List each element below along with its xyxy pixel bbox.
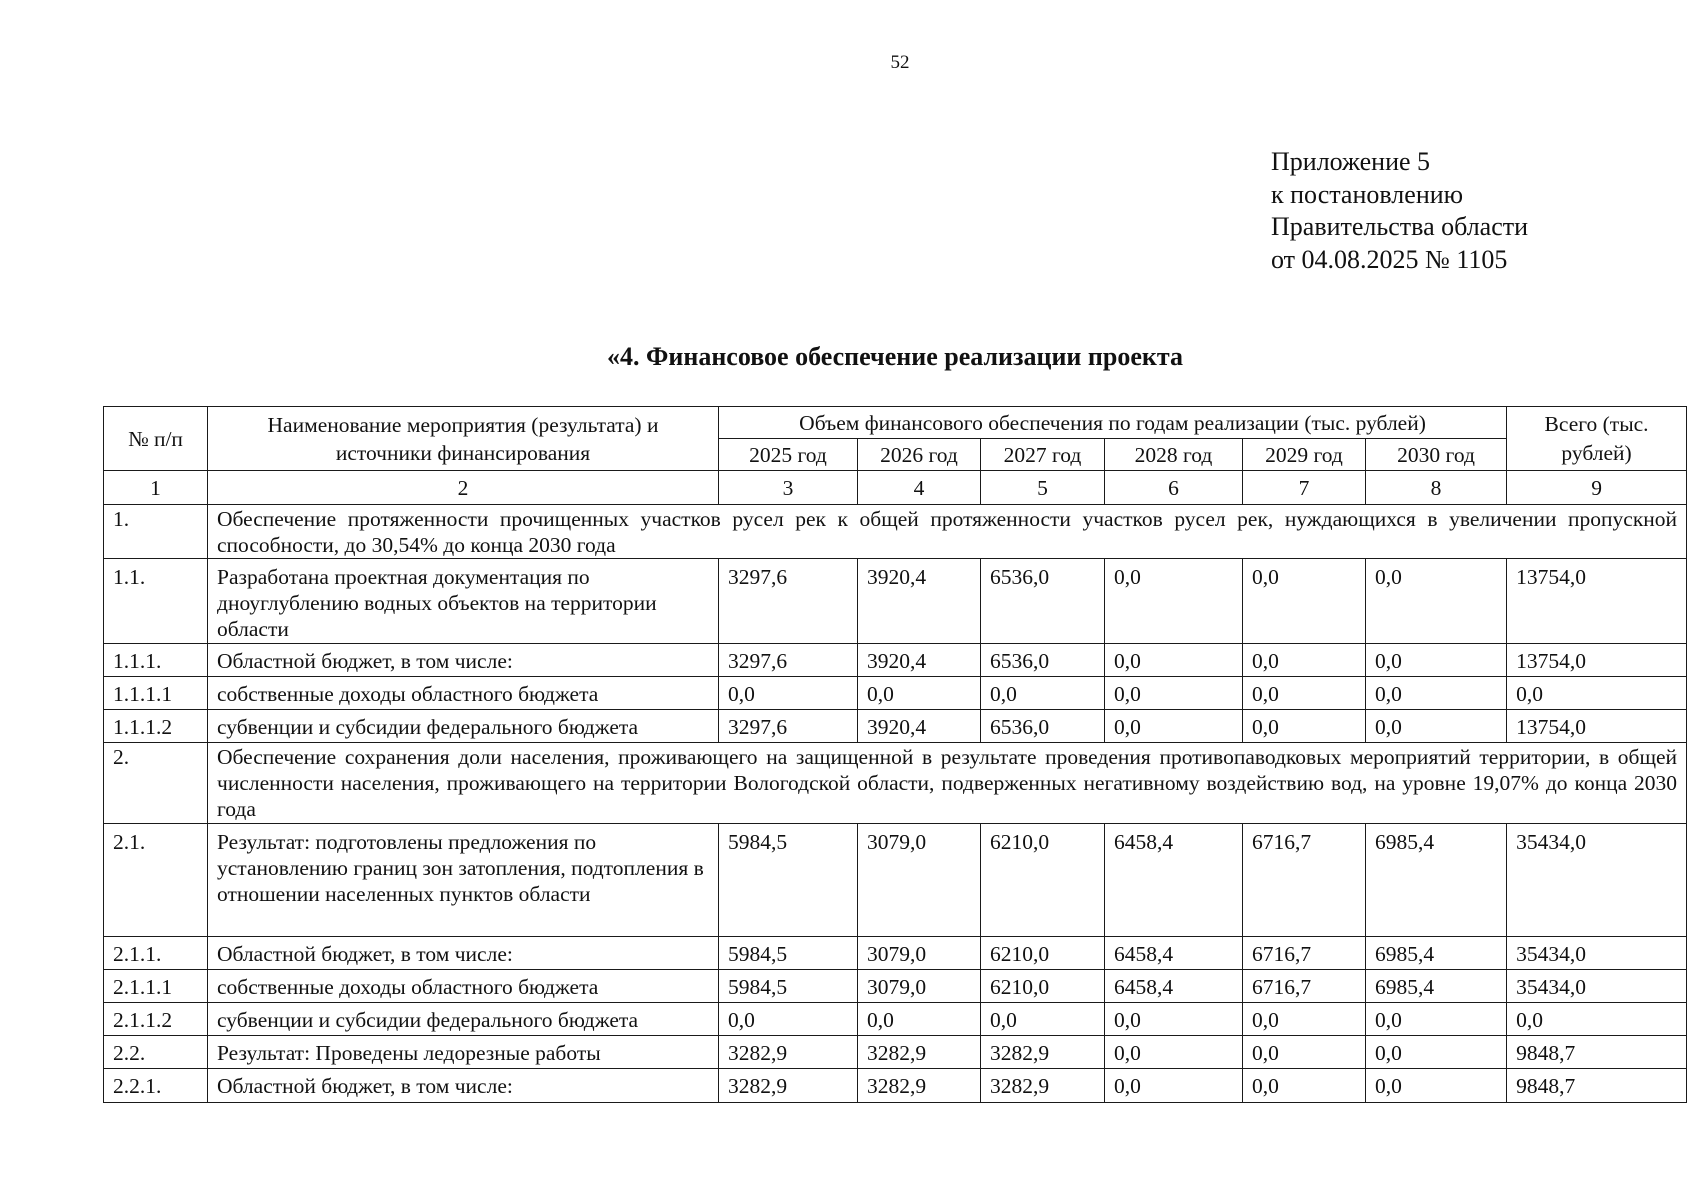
row-number: 2.1.1. <box>104 937 208 970</box>
row-year-value: 0,0 <box>858 677 981 710</box>
header-name: Наименование мероприятия (результата) и источники финансирования <box>208 407 719 471</box>
row-year-value: 0,0 <box>1366 559 1507 644</box>
row-total-value: 0,0 <box>1507 677 1687 710</box>
row-year-value: 3079,0 <box>858 824 981 937</box>
row-year-value: 0,0 <box>1366 1069 1507 1103</box>
row-name: Разработана проектная документация по дноуглублению водных объектов на территории области <box>208 559 719 644</box>
row-year-value: 5984,5 <box>719 824 858 937</box>
header-volume: Объем финансового обеспечения по годам реализации (тыс. рублей) <box>719 407 1507 439</box>
row-year-value: 3297,6 <box>719 710 858 743</box>
table-row <box>104 1003 1687 1036</box>
row-year-value: 3282,9 <box>981 1069 1105 1103</box>
appendix-line: Приложение 5 <box>1271 147 1431 176</box>
row-year-value: 3079,0 <box>858 937 981 970</box>
row-year-value: 3282,9 <box>719 1036 858 1069</box>
row-year-value: 5984,5 <box>719 937 858 970</box>
row-name: собственные доходы областного бюджета <box>208 970 719 1003</box>
row-year-value: 0,0 <box>1105 559 1243 644</box>
row-number: 1.1.1. <box>104 644 208 677</box>
row-year-value: 0,0 <box>1366 710 1507 743</box>
column-number: 3 <box>719 471 858 505</box>
table-row <box>104 1069 1687 1103</box>
document-title: «4. Финансовое обеспечение реализации проекта <box>607 342 1183 371</box>
header-year: 2030 год <box>1366 439 1507 471</box>
row-year-value: 6210,0 <box>981 970 1105 1003</box>
row-year-value: 6536,0 <box>981 710 1105 743</box>
header-total: Всего (тыс. рублей) <box>1507 407 1687 471</box>
row-name: субвенции и субсидии федерального бюджета <box>208 710 719 743</box>
table-row <box>104 559 1687 644</box>
page-number: 52 <box>890 52 910 73</box>
row-year-value: 0,0 <box>1105 677 1243 710</box>
row-total-value: 9848,7 <box>1507 1069 1687 1103</box>
row-name: Областной бюджет, в том числе: <box>208 937 719 970</box>
row-year-value: 0,0 <box>1243 677 1366 710</box>
row-year-value: 0,0 <box>1243 559 1366 644</box>
row-year-value: 0,0 <box>1105 1069 1243 1103</box>
row-year-value: 0,0 <box>981 1003 1105 1036</box>
column-number: 9 <box>1507 471 1687 505</box>
row-number: 1. <box>104 505 208 559</box>
row-year-value: 6985,4 <box>1366 970 1507 1003</box>
row-year-value: 0,0 <box>719 1003 858 1036</box>
row-year-value: 0,0 <box>719 677 858 710</box>
column-number: 4 <box>858 471 981 505</box>
column-number: 7 <box>1243 471 1366 505</box>
column-number: 1 <box>104 471 208 505</box>
appendix-line: к постановлению <box>1271 179 1464 209</box>
row-year-value: 3282,9 <box>858 1036 981 1069</box>
section-text: Обеспечение сохранения доли населения, проживающего на защищенной в результате проведения противопаводковых мероприятий территории, в общей численности населения, проживающего на территории Вологодской области, подверженных негативному воздействию вод, на уровне 19,07% до конца 2030 года <box>208 743 1687 824</box>
row-year-value: 0,0 <box>1243 1036 1366 1069</box>
row-number: 2.2. <box>104 1036 208 1069</box>
row-year-value: 3079,0 <box>858 970 981 1003</box>
row-total-value: 13754,0 <box>1507 559 1687 644</box>
table-row <box>104 824 1687 937</box>
row-year-value: 0,0 <box>1366 644 1507 677</box>
appendix-line: Правительства области <box>1271 212 1529 241</box>
row-year-value: 3920,4 <box>858 559 981 644</box>
table-row <box>104 1036 1687 1069</box>
row-year-value: 0,0 <box>981 677 1105 710</box>
row-year-value: 0,0 <box>858 1003 981 1036</box>
section-row <box>104 505 1687 559</box>
table-row <box>104 644 1687 677</box>
row-number: 2.2.1. <box>104 1069 208 1103</box>
row-name: собственные доходы областного бюджета <box>208 677 719 710</box>
section-row <box>104 743 1687 824</box>
row-total-value: 13754,0 <box>1507 644 1687 677</box>
row-year-value: 0,0 <box>1105 1003 1243 1036</box>
row-year-value: 0,0 <box>1366 677 1507 710</box>
table-row <box>104 677 1687 710</box>
row-year-value: 3282,9 <box>719 1069 858 1103</box>
row-name: субвенции и субсидии федерального бюджета <box>208 1003 719 1036</box>
row-year-value: 6458,4 <box>1105 970 1243 1003</box>
header-year: 2027 год <box>981 439 1105 471</box>
financing-table <box>103 406 1687 1103</box>
row-year-value: 6458,4 <box>1105 824 1243 937</box>
row-year-value: 0,0 <box>1243 1003 1366 1036</box>
table-row <box>104 970 1687 1003</box>
row-year-value: 6716,7 <box>1243 824 1366 937</box>
row-year-value: 6536,0 <box>981 644 1105 677</box>
column-number: 8 <box>1366 471 1507 505</box>
table-row <box>104 710 1687 743</box>
row-year-value: 6458,4 <box>1105 937 1243 970</box>
row-year-value: 6210,0 <box>981 937 1105 970</box>
row-number: 2. <box>104 743 208 824</box>
row-total-value: 35434,0 <box>1507 824 1687 937</box>
row-number: 1.1. <box>104 559 208 644</box>
row-year-value: 0,0 <box>1105 644 1243 677</box>
row-name: Областной бюджет, в том числе: <box>208 644 719 677</box>
row-year-value: 3297,6 <box>719 644 858 677</box>
row-year-value: 3297,6 <box>719 559 858 644</box>
row-year-value: 0,0 <box>1366 1036 1507 1069</box>
appendix-block <box>1271 146 1528 276</box>
row-year-value: 3282,9 <box>858 1069 981 1103</box>
row-name: Результат: Проведены ледорезные работы <box>208 1036 719 1069</box>
row-year-value: 6536,0 <box>981 559 1105 644</box>
row-number: 2.1.1.2 <box>104 1003 208 1036</box>
header-year: 2028 год <box>1105 439 1243 471</box>
row-year-value: 0,0 <box>1243 1069 1366 1103</box>
row-total-value: 9848,7 <box>1507 1036 1687 1069</box>
row-name: Областной бюджет, в том числе: <box>208 1069 719 1103</box>
column-number: 2 <box>208 471 719 505</box>
row-total-value: 0,0 <box>1507 1003 1687 1036</box>
row-number: 2.1. <box>104 824 208 937</box>
section-text: Обеспечение протяженности прочищенных участков русел рек к общей протяженности участков русел рек, нуждающихся в увеличении пропускной способности, до 30,54% до конца 2030 года <box>208 505 1687 559</box>
header-year: 2025 год <box>719 439 858 471</box>
row-year-value: 3920,4 <box>858 710 981 743</box>
column-number: 6 <box>1105 471 1243 505</box>
row-year-value: 0,0 <box>1366 1003 1507 1036</box>
row-year-value: 5984,5 <box>719 970 858 1003</box>
row-year-value: 3920,4 <box>858 644 981 677</box>
row-year-value: 6716,7 <box>1243 970 1366 1003</box>
row-name: Результат: подготовлены предложения по установлению границ зон затопления, подтопления в отношении населенных пунктов области <box>208 824 719 937</box>
row-year-value: 0,0 <box>1243 710 1366 743</box>
row-year-value: 0,0 <box>1105 1036 1243 1069</box>
appendix-line: от 04.08.2025 № 1105 <box>1271 244 1508 274</box>
row-year-value: 0,0 <box>1243 644 1366 677</box>
row-number: 1.1.1.1 <box>104 677 208 710</box>
column-number: 5 <box>981 471 1105 505</box>
row-year-value: 6210,0 <box>981 824 1105 937</box>
row-number: 1.1.1.2 <box>104 710 208 743</box>
header-num: № п/п <box>104 407 208 471</box>
row-year-value: 6985,4 <box>1366 937 1507 970</box>
row-year-value: 6716,7 <box>1243 937 1366 970</box>
row-number: 2.1.1.1 <box>104 970 208 1003</box>
table-row <box>104 937 1687 970</box>
row-total-value: 35434,0 <box>1507 937 1687 970</box>
row-year-value: 6985,4 <box>1366 824 1507 937</box>
header-year: 2026 год <box>858 439 981 471</box>
row-total-value: 13754,0 <box>1507 710 1687 743</box>
header-year: 2029 год <box>1243 439 1366 471</box>
row-total-value: 35434,0 <box>1507 970 1687 1003</box>
row-year-value: 0,0 <box>1105 710 1243 743</box>
row-year-value: 3282,9 <box>981 1036 1105 1069</box>
